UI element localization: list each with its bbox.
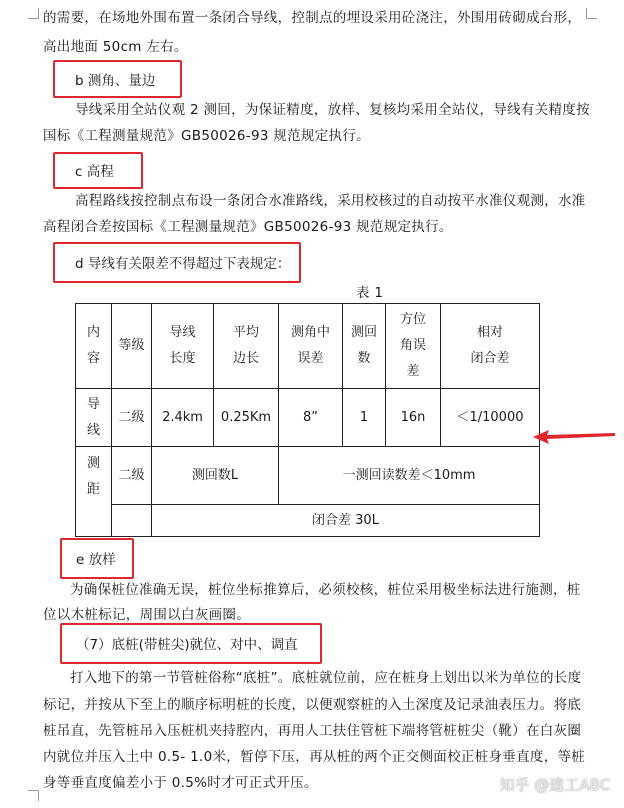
header-rounds: 测回 数 — [343, 304, 386, 389]
paragraph-5-line-3: 桩吊直，先管桩吊入压桩机夹持腔内，再用人工扶住管桩下端将管桩桩尖（靴）在白灰圈 — [43, 723, 582, 739]
paragraph-5-line-1: 打入地下的第一节管桩俗称“底桩”。底桩就位前，应在桩身上划出以米为单位的长度 — [70, 670, 582, 686]
page-corner-bottom-left — [28, 790, 39, 801]
row-closure-empty — [112, 505, 152, 537]
paragraph-1-line-2: 高出地面 50cm 左右。 — [43, 39, 188, 55]
row-distance-grade: 二级 — [112, 447, 152, 505]
traverse-tolerance-table — [75, 303, 540, 537]
table-header-row — [76, 304, 540, 389]
arrow-left-icon — [533, 427, 615, 447]
paragraph-2-line-2: 国标《工程测量规范》GB50026-93 规范规定执行。 — [43, 128, 370, 144]
row-distance-rounds: 测回数L — [152, 447, 279, 505]
row-traverse-average-side: 0.25Km — [214, 389, 279, 447]
row-traverse-length: 2.4km — [152, 389, 214, 447]
table-row-traverse — [76, 389, 540, 447]
header-relative-closure: 相对 闭合差 — [441, 304, 540, 389]
row-traverse-angle-error: 8” — [279, 389, 343, 447]
row-traverse-closure: ＜1/10000 — [441, 389, 540, 447]
table-caption: 表 1 — [356, 285, 384, 301]
paragraph-2-line-1: 导线采用全站仪观 2 测回，为保证精度，放样、复核均采用全站仪，导线有关精度按 — [75, 102, 590, 118]
heading-d: d 导线有关限差不得超过下表规定： — [75, 256, 291, 272]
page-corner-top-right — [586, 8, 597, 19]
paragraph-1-line-1: 的需要，在场地外围布置一条闭合导线，控制点的埋设采用砼浇注，外围用砖砌成台形， — [43, 10, 582, 26]
header-azimuth-error: 方位 角误 差 — [386, 304, 441, 389]
table-row-closure — [76, 505, 540, 537]
row-traverse-grade: 二级 — [112, 389, 152, 447]
heading-e: e 放样 — [76, 552, 116, 568]
paragraph-4-line-1: 为确保桩位准确无误，桩位坐标推算后，必须校核，桩位采用极坐标法进行施测，桩 — [70, 582, 581, 598]
row-distance-reading-diff: 一测回读数差＜10mm — [279, 447, 540, 505]
header-content: 内 容 — [76, 304, 112, 389]
paragraph-5-line-2: 标记，并按从下至上的顺序标明桩的长度，以便观察桩的入土深度及记录油表压力。将底 — [43, 697, 582, 713]
paragraph-5-line-5: 身等垂直度偏差小于 0.5%时才可正式开压。 — [43, 775, 318, 791]
heading-b: b 测角、量边 — [75, 73, 156, 89]
watermark: 知乎 @建工ABC — [499, 776, 610, 794]
row-distance-closure: 闭合差 30L — [152, 505, 540, 537]
header-grade: 等级 — [112, 304, 152, 389]
header-traverse-length: 导线 长度 — [152, 304, 214, 389]
paragraph-3-line-1: 高程路线按控制点布设一条闭合水准路线，采用校核过的自动按平水准仪观测，水准 — [75, 193, 586, 209]
row-distance-label: 测 距 — [76, 447, 112, 537]
heading-7: （7）底桩(带桩尖)就位、对中、调直 — [76, 637, 298, 653]
header-average-side: 平均 边长 — [214, 304, 279, 389]
row-traverse-azimuth-error: 16n — [386, 389, 441, 447]
paragraph-3-line-2: 高程闭合差按国标《工程测量规范》GB50026-93 规范规定执行。 — [43, 219, 453, 235]
row-traverse-label: 导 线 — [76, 389, 112, 447]
page-corner-top-left — [28, 8, 39, 19]
paragraph-5-line-4: 内就位并压入土中 0.5- 1.0米，暂停下压，再从桩的两个正交侧面校正桩身垂直度，等桩 — [43, 749, 586, 765]
header-angle-error: 测角中 误差 — [279, 304, 343, 389]
table-row-distance — [76, 447, 540, 505]
paragraph-4-line-2: 位以木桩标记，周围以白灰画圈。 — [43, 607, 250, 623]
row-traverse-rounds: 1 — [343, 389, 386, 447]
heading-c: c 高程 — [75, 164, 114, 180]
